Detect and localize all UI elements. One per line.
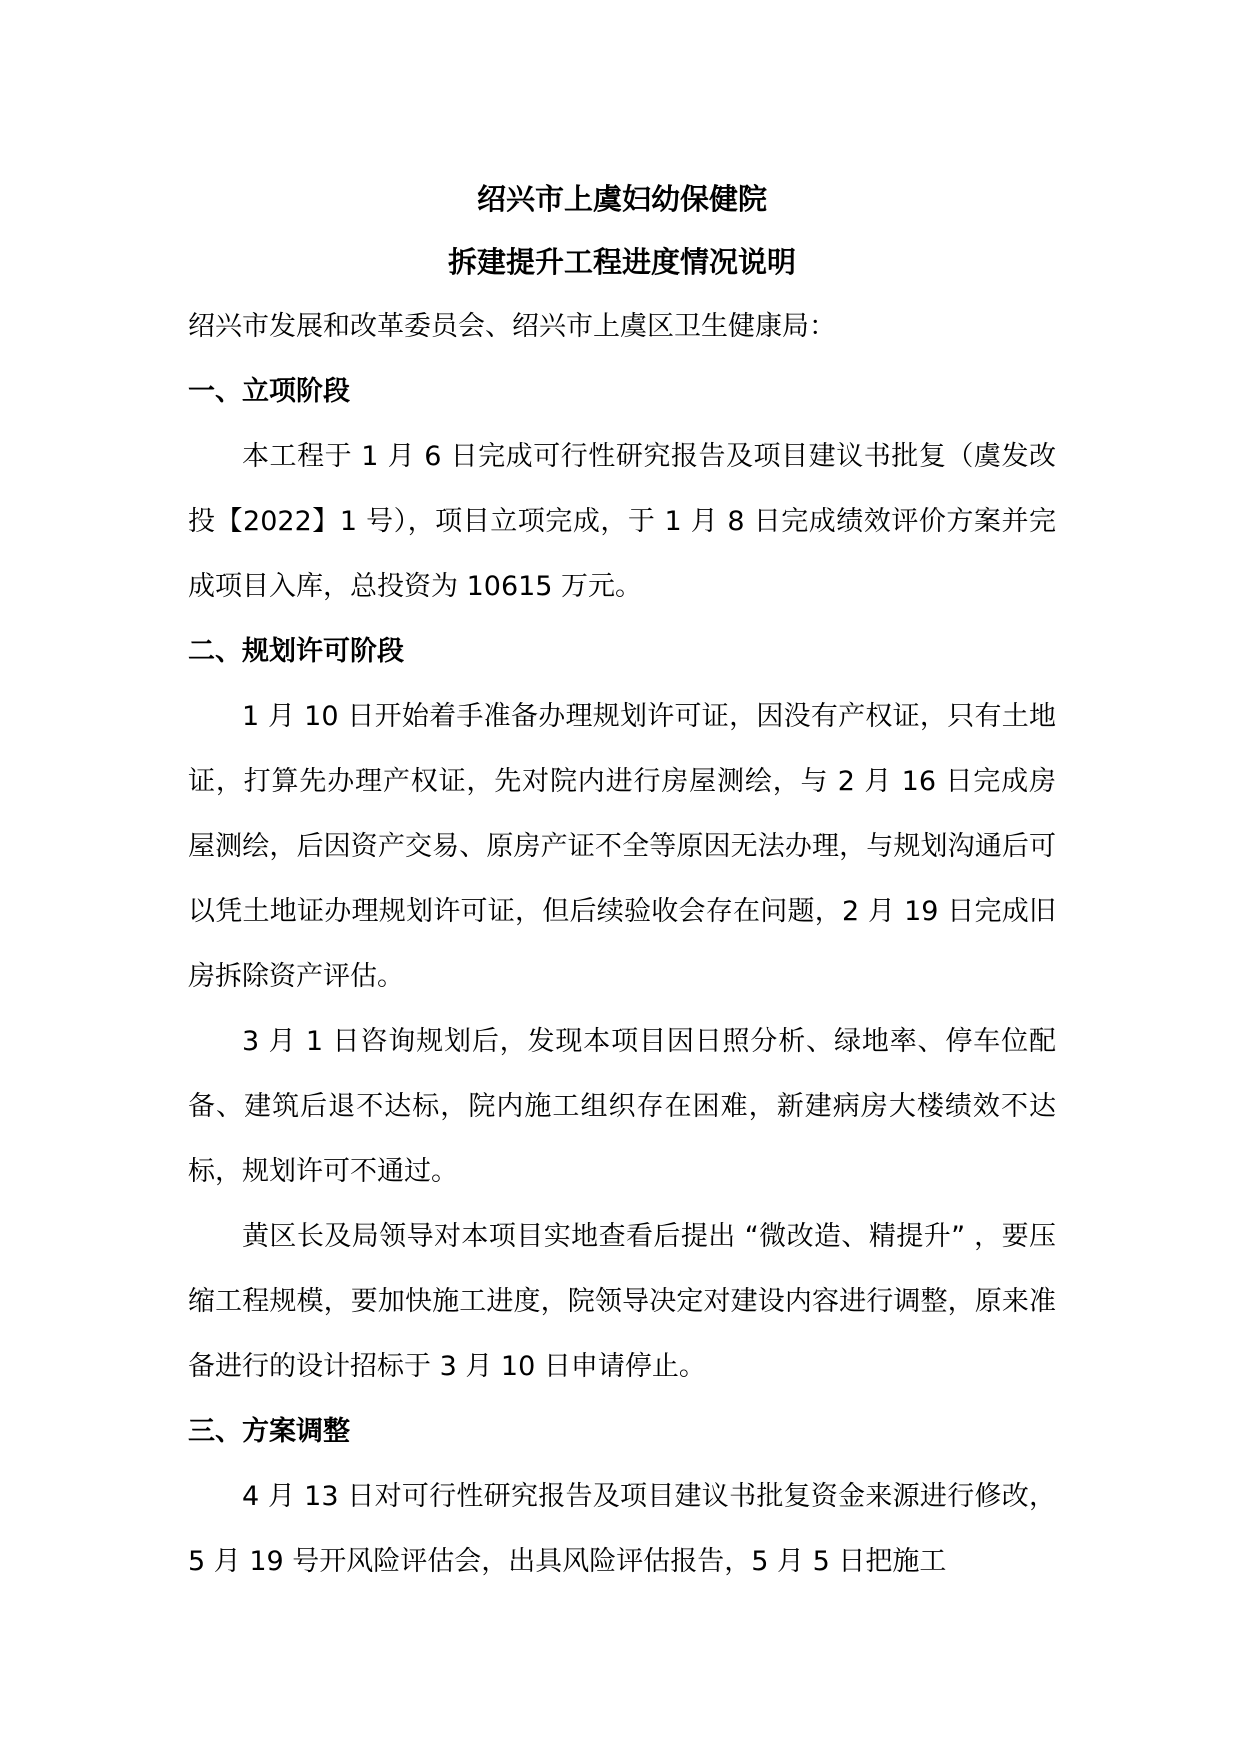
section-1-paragraph-1: 本工程于 1 月 6 日完成可行性研究报告及项目建议书批复（虞发改投【2022】1 号），项目立项完成，于 1 月 8 日完成绩效评价方案并完成项目入库，总投资为 10615 万元。 bbox=[188, 441, 1056, 602]
section-2-paragraph-2: 3 月 1 日咨询规划后，发现本项目因日照分析、绿地率、停车位配备、建筑后退不达标，院内施工组织存在困难，新建病房大楼绩效不达标，规划许可不通过。 bbox=[188, 1026, 1056, 1187]
section-2-paragraph-3: 黄区长及局领导对本项目实地查看后提出 “微改造、精提升” ，要压缩工程规模，要加快施工进度，院领导决定对建设内容进行调整，原来准备进行的设计招标于 3 月 10 日申请停止。 bbox=[188, 1221, 1056, 1382]
document-page bbox=[188, 168, 1056, 1594]
section-2-paragraph-1: 1 月 10 日开始着手准备办理规划许可证，因没有产权证，只有土地证，打算先办理产权证，先对院内进行房屋测绘，与 2 月 16 日完成房屋测绘，后因资产交易、原房产证不全等原因无法办理，与规划沟通后可以凭土地证办理规划许可证，但后续验收会存在问题，2 月 19 日完成旧房拆除资产评估。 bbox=[188, 701, 1056, 992]
section-heading-1: 一、立项阶段 bbox=[188, 376, 350, 407]
section-3-paragraph-1: 4 月 13 日对可行性研究报告及项目建议书批复资金来源进行修改，5 月 19 号开风险评估会，出具风险评估报告，5 月 5 日把施工 bbox=[188, 1481, 1056, 1577]
title-line-1: 绍兴市上虞妇幼保健院 bbox=[476, 182, 767, 216]
section-heading-2: 二、规划许可阶段 bbox=[188, 636, 404, 667]
title-line-2: 拆建提升工程进度情况说明 bbox=[447, 245, 796, 279]
section-heading-3: 三、方案调整 bbox=[188, 1416, 350, 1447]
addressee: 绍兴市发展和改革委员会、绍兴市上虞区卫生健康局： bbox=[188, 311, 836, 342]
